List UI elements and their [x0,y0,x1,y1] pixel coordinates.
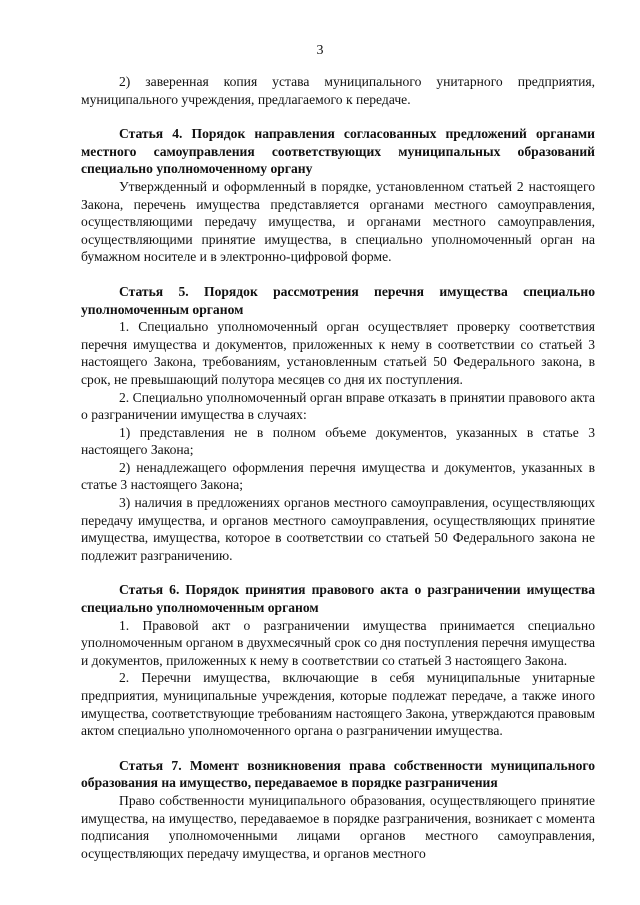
article-heading: Статья 4. Порядок направления согласованных предложений органами местного самоуправления соответствующих муниципальных образований специально уполномоченному органу [81,126,595,177]
article-heading: Статья 7. Момент возникновения права собственности муниципального образования на имущество, передаваемое в порядке разграничения [81,757,595,791]
paragraph: 2) ненадлежащего оформления перечня имущества и документов, указанных в статье 3 настоящего Закона; [81,459,595,493]
paragraph: 2. Специально уполномоченный орган вправе отказать в принятии правового акта о разграничении имущества в случаях: [81,389,595,423]
paragraph: 1) представления не в полном объеме документов, указанных в статье 3 настоящего Закона; [81,424,595,458]
paragraph: Право собственности муниципального образования, осуществляющего принятие имущества, на имущество, передаваемое в порядке разграничения, возникает с момента подписания уполномоченными лицами органов местного самоуправления, осуществляющих передачу имущества, и органов местного [81,792,595,861]
paragraph: Утвержденный и оформленный в порядке, установленном статьей 2 настоящего Закона, перечень имущества представляется органами местного самоуправления, осуществляющими передачу имущества, и органами местного самоуправления, осуществляющими принятие имущества, в специально уполномоченный орган на бумажном носителе и в электронно-цифровой форме. [81,178,595,265]
article-heading: Статья 5. Порядок рассмотрения перечня имущества специально уполномоченным органом [81,283,595,317]
paragraph: 1. Специально уполномоченный орган осуществляет проверку соответствия перечня имущества и документов, приложенных к нему в соответствии со статьей 3 настоящего Закона, требованиям, установленным статьей 50 Федерального закона, в срок, не превышающий полутора месяцев со дня их поступления. [81,319,595,387]
paragraph: 2) заверенная копия устава муниципального унитарного предприятия, муниципального учреждения, предлагаемого к передаче. [81,74,595,107]
section-spacer [81,740,595,757]
article-heading: Статья 6. Порядок принятия правового акта о разграничении имущества специально уполномоченным органом [81,582,595,616]
page-number: 3 [316,43,324,58]
section-spacer [81,108,595,125]
document-body [81,73,595,862]
paragraph: 2. Перечни имущества, включающие в себя муниципальные унитарные предприятия, муниципальные учреждения, которые подлежат передаче, а также иного имущества, соответствующие требованиям настоящего Закона, утверждаются правовым актом специально уполномоченного органа о разграничении имущества. [81,670,595,739]
paragraph: 3) наличия в предложениях органов местного самоуправления, осуществляющих передачу имущества, и органов местного самоуправления, осуществляющих принятие имущества, имущества, которое в соответствии со статьей 50 Федерального закона не подлежит разграничению. [81,495,595,563]
section-spacer [81,564,595,581]
paragraph: 1. Правовой акт о разграничении имущества принимается специально уполномоченным органом в двухмесячный срок со дня поступления перечня имущества и документов, приложенных к нему в соответствии со статьей 3 настоящего Закона. [81,617,595,668]
section-spacer [81,266,595,283]
